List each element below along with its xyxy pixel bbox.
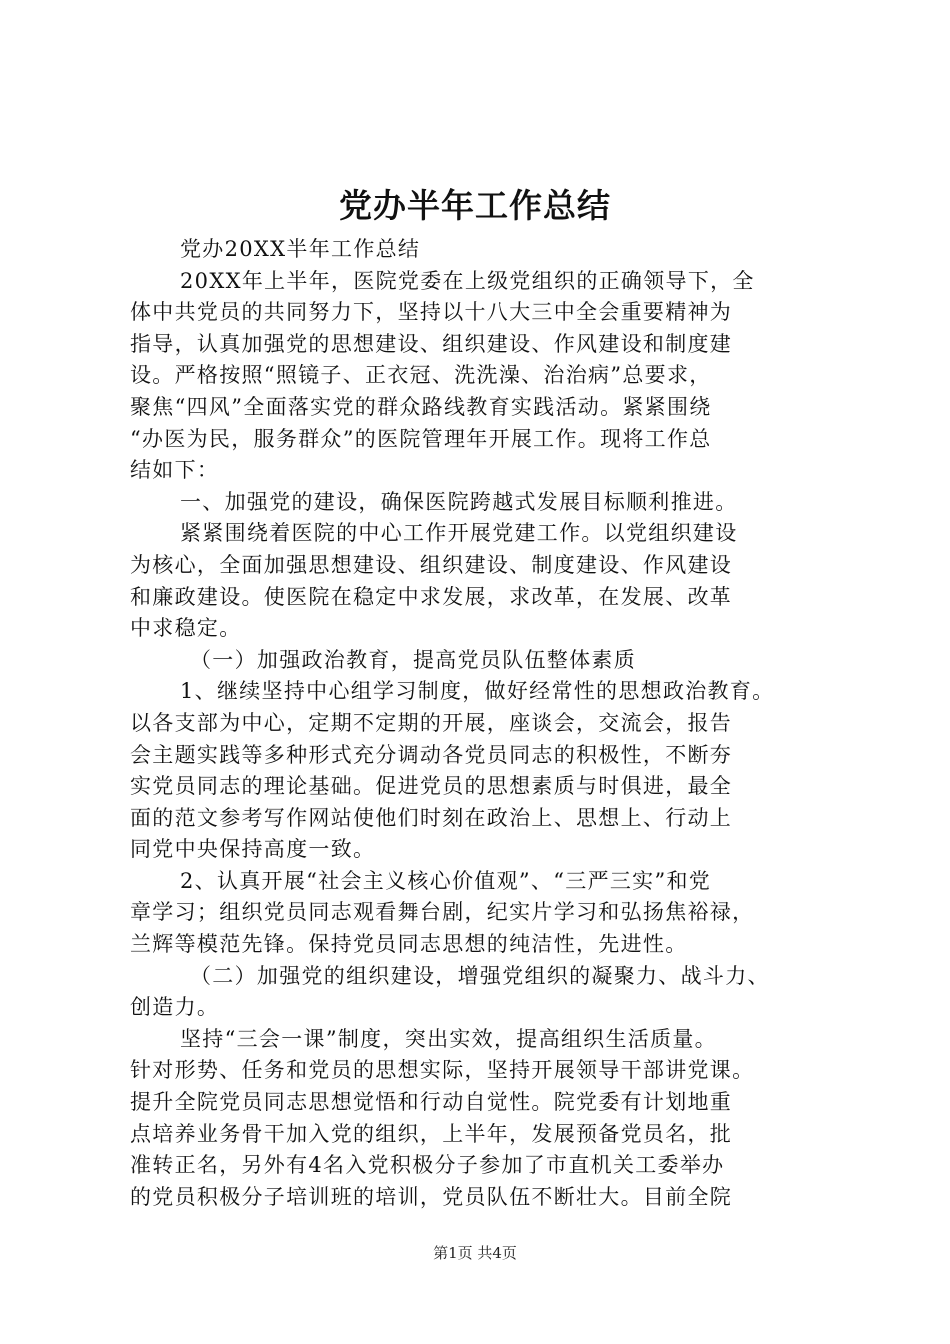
paragraph-line: 聚焦“四风”全面落实党的群众路线教育实践活动。紧紧围绕: [130, 394, 712, 419]
subsection-heading: （二）加强党的组织建设，增强党组织的凝聚力、战斗力、: [190, 963, 770, 988]
paragraph-line: 坚持“三会一课”制度，突出实效，提高组织生活质量。: [180, 1026, 717, 1051]
paragraph-line: 20XX年上半年，医院党委在上级党组织的正确领导下，全: [180, 268, 755, 293]
paragraph-line: 点培养业务骨干加入党的组织，上半年，发展预备党员名，批: [130, 1121, 733, 1146]
section-heading: 一、加强党的建设，确保医院跨越式发展目标顺利推进。: [180, 489, 738, 514]
paragraph-line: 的党员积极分子培训班的培训，党员队伍不断壮大。目前全院: [130, 1184, 733, 1209]
document-title: 党办半年工作总结: [339, 186, 611, 225]
paragraph-line: “办医为民，服务群众”的医院管理年开展工作。现将工作总: [130, 426, 712, 451]
paragraph-line: 准转正名，另外有4名入党积极分子参加了市直机关工委举办: [130, 1153, 725, 1178]
paragraph-line: 面的范文参考写作网站使他们时刻在政治上、思想上、行动上: [130, 805, 733, 830]
paragraph-line: 兰辉等模范先锋。保持党员同志思想的纯洁性，先进性。: [130, 932, 688, 957]
subtitle-line: 党办20XX半年工作总结: [180, 237, 421, 261]
paragraph-line: 结如下：: [130, 458, 220, 483]
paragraph-line: 中求稳定。: [130, 616, 242, 641]
paragraph-line: 创造力。: [130, 995, 220, 1020]
paragraph-line: 体中共党员的共同努力下，坚持以十八大三中全会重要精神为: [130, 300, 733, 325]
paragraph-line: 章学习；组织党员同志观看舞台剧，纪实片学习和弘扬焦裕禄，: [130, 900, 755, 925]
paragraph-line: 同党中央保持高度一致。: [130, 837, 376, 862]
paragraph-line: 1、继续坚持中心组学习制度，做好经常性的思想政治教育。: [180, 679, 775, 704]
paragraph-line: 会主题实践等多种形式充分调动各党员同志的积极性，不断夯: [130, 742, 733, 767]
document-body: [130, 234, 830, 1213]
subsection-heading: （一）加强政治教育，提高党员队伍整体素质: [190, 647, 636, 672]
paragraph-line: 提升全院党员同志思想觉悟和行动自觉性。院党委有计划地重: [130, 1090, 733, 1115]
paragraph-line: 指导，认真加强党的思想建设、组织建设、作风建设和制度建: [130, 331, 733, 356]
page-footer: 第1页 共4页: [433, 1244, 517, 1262]
paragraph-line: 设。严格按照“照镜子、正衣冠、洗洗澡、治治病”总要求，: [130, 363, 712, 388]
paragraph-line: 针对形势、任务和党员的思想实际，坚持开展领导干部讲党课。: [130, 1058, 755, 1083]
paragraph-line: 实党员同志的理论基础。促进党员的思想素质与时俱进，最全: [130, 774, 733, 799]
paragraph-line: 为核心，全面加强思想建设、组织建设、制度建设、作风建设: [130, 552, 733, 577]
paragraph-line: 紧紧围绕着医院的中心工作开展党建工作。以党组织建设: [180, 521, 738, 546]
paragraph-line: 和廉政建设。使医院在稳定中求发展，求改革，在发展、改革: [130, 584, 733, 609]
paragraph-line: 2、认真开展“社会主义核心价值观”、“三严三实”和党: [180, 868, 712, 893]
paragraph-line: 以各支部为中心，定期不定期的开展，座谈会，交流会，报告: [130, 710, 733, 735]
